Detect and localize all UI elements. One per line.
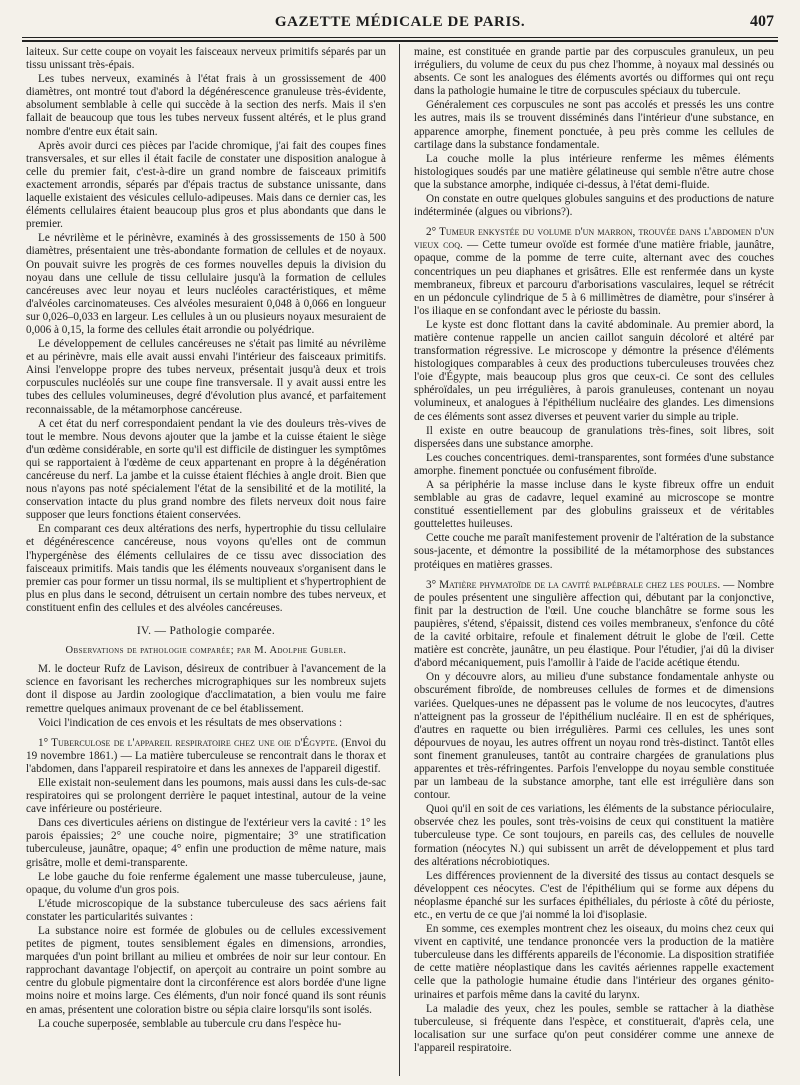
paragraph: Les tubes nerveux, examinés à l'état frais à un grossissement de 400 diamètres, ont montré tout d'abord la dégénérescence granuleuse très-évidente, absolument semblable à celle qui succède à la section des nerfs. Mais il s'en fallait de beaucoup que tous les tubes nerveux fussent altérés, et le plus grand nombre d'entre eux était sain. [26,73,386,138]
right-column [414,46,774,1076]
item-1 [26,737,386,776]
item-2-text: — Cette tumeur ovoïde est formée d'une matière friable, jaunâtre, opaque, comme de la pomme de terre cuite, alternant avec des couches concentriques un peu diaphanes et grisâtres. Elle est renfermée dans un kyste membraneux, fibreux et parcouru d'arborisations vasculaires, lequel se rétrécit en un pédoncule cylindrique de 5 à 6 millimètres de diamètre, pour s'insérer à l'os iliaque en se confondant avec le périoste du bassin. [414,239,774,317]
paragraph: La couche superposée, semblable au tubercule cru dans l'espèce hu- [38,1017,342,1030]
item-3 [414,579,774,671]
paragraph: Les différences proviennent de la diversité des tissus au contact desquels se développent ces néocytes. C'est de l'épithélium qui se forme aux dépens du néoplasme épanché sur les surfaces épithéliales, du périoste à côté du périoste, etc., en vertu de ce que j'ai nommé la loi d'isoplasie. [414,869,774,921]
paragraph: La couche molle la plus intérieure renferme les mêmes éléments histologiques soudés par une matière gélatineuse qui semble n'être autre chose que la substance amorphe, indiquée ci-dessus, à l'état demi-fluide. [414,152,774,191]
paragraph: En somme, ces exemples montrent chez les oiseaux, du moins chez ceux qui vivent en captivité, une tendance prononcée vers la production de la matière tuberculeuse dans les différents appareils de l'économie. La disposition stratifiée de cette matière néoplastique dans les cavités aériennes rappelle exactement celle que la pathologie humaine étudie dans l'intérieur des organes génito-urinaires et parfois même dans la cavité du larynx. [414,923,774,1001]
paragraph: Cette couche me paraît manifestement provenir de l'altération de la substance sous-jacente, et démontre la possibilité de la métamorphose des substances protéiques en matières grasses. [414,532,774,571]
paragraph: Quoi qu'il en soit de ces variations, les éléments de la substance périoculaire, observée chez les poules, sont très-voisins de ceux qui constituent la matière tuberculeuse type. Ce sont toujours, en pareils cas, des cellules de nouvelle formation (néocytes N.) qui subissent un arrêt de développement et plus tard des altérations nécrobiotiques. [414,803,774,868]
item-3-heading: 3° Matière phymatoïde de la cavité palpébrale chez les poules. [426,578,721,591]
paragraph: Le kyste est donc flottant dans la cavité abdominale. Au premier abord, la matière contenue rappelle un ancien caillot sanguin décoloré et altéré par transformation régressive. Le microscope y démontre la présence d'éléments histologiques comparables à ceux des productions tuberculeuses trouvées chez l'oie d'Égypte, mais beaucoup plus gros que ceux-ci. Ce sont des cellules sphéroïdales, un peu irrégulières, à parois granuleuses, contenant un noyau volumineux, et analogues à l'épithélium nucléaire des glandes. Les dimensions de ces éléments sont assez diverses et peuvent varier du simple au triple. [414,318,774,423]
paragraph: Elle existait non-seulement dans les poumons, mais aussi dans les culs-de-sac respiratoires qui se prolongent derrière le paquet intestinal, autour de la veine cave inférieure ou postérieure. [26,776,386,816]
paragraph: En comparant ces deux altérations des nerfs, hypertrophie du tissu cellulaire et dégénérescence cancéreuse, nous voyons qu'elles ont de commun l'hypergénèse des éléments cellulaires de ce tissu avec dissociation des faisceaux primitifs. Mais tandis que les éléments nouveaux s'organisent dans le premier cas pour former un tissu normal, ils se multiplient et s'hypertrophient de plus en plus dans le second, détruisent un certain nombre des tubes nerveux, et constituent enfin des cellules et des alvéoles cancéreuses. [26,523,386,614]
paragraph: laiteux. Sur cette coupe on voyait les faisceaux nerveux primitifs séparés par un tissu unissant très-épais. [26,46,386,72]
observation-title: Observations de pathologie comparée; par M. Adolphe Gubler. [65,645,347,657]
paragraph: Les couches concentriques. demi-transparentes, sont formées d'une substance amorphe. finement ponctuée ou confusément fibroïde. [414,451,774,477]
left-column [26,46,386,1076]
paragraph: Dans ces diverticules aériens on distingue de l'extérieur vers la cavité : 1° les parois épaissies; 2° une couche noire, pigmentaire; 3° une stratification tuberculeuse, jaunâtre, opaque; 4° enfin une production de même nature, mais grisâtre, molle et demi-transparente. [26,817,386,869]
paragraph: Le développement de cellules cancéreuses ne s'était pas limité au névrilème et au périnèvre, mais elle avait aussi envahi l'intérieur des faisceaux primitifs. Ainsi l'enveloppe propre des tubes nerveux, présentait jusqu'à deux et trois corpuscules nucléolés sur une coupe fine transversale. Il y avait aussi entre les tubes des cellules volumineuses, degré d'évolution plus avancé, et parfaitement reconnaissable, de la métamorphose cancéreuse. [26,338,386,416]
paragraph: La maladie des yeux, chez les poules, semble se rattacher à la diathèse tuberculeuse, si fréquente dans l'espèce, et constituerait, d'après cela, une localisation sur une surface qu'on peut considérer comme une annexe de l'appareil respiratoire. [414,1002,774,1054]
page-header [22,12,778,36]
journal-title: GAZETTE MÉDICALE DE PARIS. [274,14,526,30]
header-rule-thick [22,40,778,42]
paragraph: M. le docteur Rufz de Lavison, désireux de contribuer à l'avancement de la science en favorisant les recherches micrographiques sur les nombreux sujets dont il dispose au Jardin zoologique d'acclimatation, a bien voulu me faire remettre quelques animaux provenant de ce bel établissement. [26,663,386,715]
paragraph: Voici l'indication de ces envois et les résultats de mes observations : [38,716,343,729]
paragraph: Il existe en outre beaucoup de granulations très-fines, soit libres, soit dispersées dans une substance amorphe. [414,424,774,450]
column-divider [399,44,400,1076]
page-number: 407 [750,13,774,30]
item-1-text: (Envoi du 19 novembre 1861.) — La matière tuberculeuse se rencontrait dans le thorax et l'abdomen, dans l'appareil respiratoire et dans les annexes de l'appareil digestif. [26,736,386,775]
paragraph: L'étude microscopique de la substance tuberculeuse des sacs aériens fait constater les particularités suivantes : [26,897,386,923]
paragraph: On y découvre alors, au milieu d'une substance fondamentale anhyste ou obscurément fibroïde, de nombreuses cellules de formes et de dimensions variées. Quelques-unes ne dépassent pas le volume de nos leucocytes, d'autres n'atteignent pas la grosseur de l'épithélium nucléaire. Il en est de sphériques, d'autres en raquette ou bien irrégulières. Parmi ces cellules, les unes sont dépourvues de noyau, les autres offrent un noyau rond très-distinct. Tantôt elles sont finement granuleuses, tantôt au contraire chargées de granulations plus apparentes et très-réfringentes. Parfois l'enveloppe du noyau semble constituée par un lambeau de la substance amorphe, tant elle est irrégulière dans son contour. [414,671,774,802]
paragraph: Le lobe gauche du foie renferme également une masse tuberculeuse, jaune, opaque, du volume d'un gros pois. [26,870,386,896]
paragraph: Généralement ces corpuscules ne sont pas accolés et pressés les uns contre les autres, mais ils se trouvent disséminés dans l'intérieur d'une substance, en apparence amorphe, finement ponctuée, à peu près comme les cellules de cartilage dans la substance fondamentale. [414,99,774,151]
paragraph: La substance noire est formée de globules ou de cellules excessivement petites de pigment, toutes sensiblement égales en dimensions, arrondies, marquées d'un point brillant au milieu et ombrées de noir sur leur contour. En rapprochant davantage l'objectif, on aperçoit au contraire un point sombre au centre du globule pigmentaire dont la circonférence est alors bordée d'une ligne moins noire et moins large. Ces éléments, d'un noir foncé quand ils sont réunis en amas, présentent une coloration bistre ou sépia claire lorsqu'ils sont isolés. [26,925,386,1016]
paragraph: On constate en outre quelques globules sanguins et des productions de nature indéterminée (algues ou vibrions?). [414,193,774,219]
paragraph: A sa périphérie la masse incluse dans le kyste fibreux offre un enduit semblable au gras de cadavre, lequel examiné au microscope se montre constitué essentiellement par des globulins graisseux et de véritables gouttelettes huileuses. [414,479,774,531]
paragraph: Après avoir durci ces pièces par l'acide chromique, j'ai fait des coupes fines transversales, et sur elles il était facile de constater une disposition analogue à celle du premier fait, c'est-à-dire un grand nombre de faisceaux primitifs exactement arrondis, séparés par d'épais tractus de substance unissante, dans laquelle existaient des vésicules cellulo-adipeuses. Mais dans ce dernier cas, les éléments cellulaires étaient beaucoup plus gros et plus abondants que dans le premier. [26,139,386,231]
section-title: IV. — Pathologie comparée. [136,625,276,638]
item-3-text: — Nombre de poules présentent une singulière affection qui, débutant par la conjonctive, finit par la destruction de l'œil. Une couche blanchâtre se forme sous les paupières, s'étend, s'épaissit, distend ces voiles membraneux, s'enfonce du côté de la cavité orbitaire, refoule et finalement détruit le globe de l'œil. Cette matière est concrète, jaunâtre, un peu élastique. Pour l'étudier, j'ai dû la diviser d'abord mécaniquement, puis l'amollir à l'aide de l'acide acétique étendu. [414,578,774,670]
item-2 [414,226,774,318]
item-2-heading: 2° Tumeur enkystée du volume d'un marron, trouvée dans l'abdomen d'un vieux coq. [414,226,774,252]
paragraph: A cet état du nerf correspondaient pendant la vie des douleurs très-vives de tout le membre. Nous devons ajouter que la jambe et la cuisse étaient le siège d'un œdème considérable, en sorte qu'il est difficile de distinguer les symptômes qui se rapportaient à l'œdème de ceux appartenant en propre à la dégénération cancéreuse du nerf. La jambe et la cuisse étaient fléchies à angle droit. Bien que nous n'ayons pas noté spécialement l'état de la sensibilité et de la motilité, la conservation intacte du plus grand nombre des filets nerveux doit nous faire supposer que leurs fonctions étaient conservées. [26,417,386,522]
paragraph: Le névrilème et le périnèvre, examinés à des grossissements de 150 à 500 diamètres, présentaient une très-abondante formation de cellules et de noyaux. On pouvait suivre les progrès de ces formes nouvelles depuis la division du noyau dans une cellule de tissu cellulaire jusqu'à la formation de cellules cancéreuses avec leur noyau et leurs nucléoles caractéristiques, et même d'alvéoles carcinomateuses. Ces alvéoles mesuraient 0,048 à 0,066 en longueur sur 0,026–0,033 en largeur. Les cellules à un ou plusieurs noyaux mesuraient de 0,006 à 0,15, la forme des cellules était arrondie ou polyédrique. [26,232,386,336]
item-1-heading: 1° Tuberculose de l'appareil respiratoire chez une oie d'Égypte. [38,736,338,749]
paragraph: maine, est constituée en grande partie par des corpuscules granuleux, un peu irréguliers, du volume de ceux du pus chez l'homme, à noyaux mal dessinés ou absents. Ce sont les analogues des éléments avortés ou difformes qui ont reçu dans la pathologie humaine le titre de corpuscules spéciaux du tubercule. [414,46,774,98]
header-rule-thin [22,37,778,38]
